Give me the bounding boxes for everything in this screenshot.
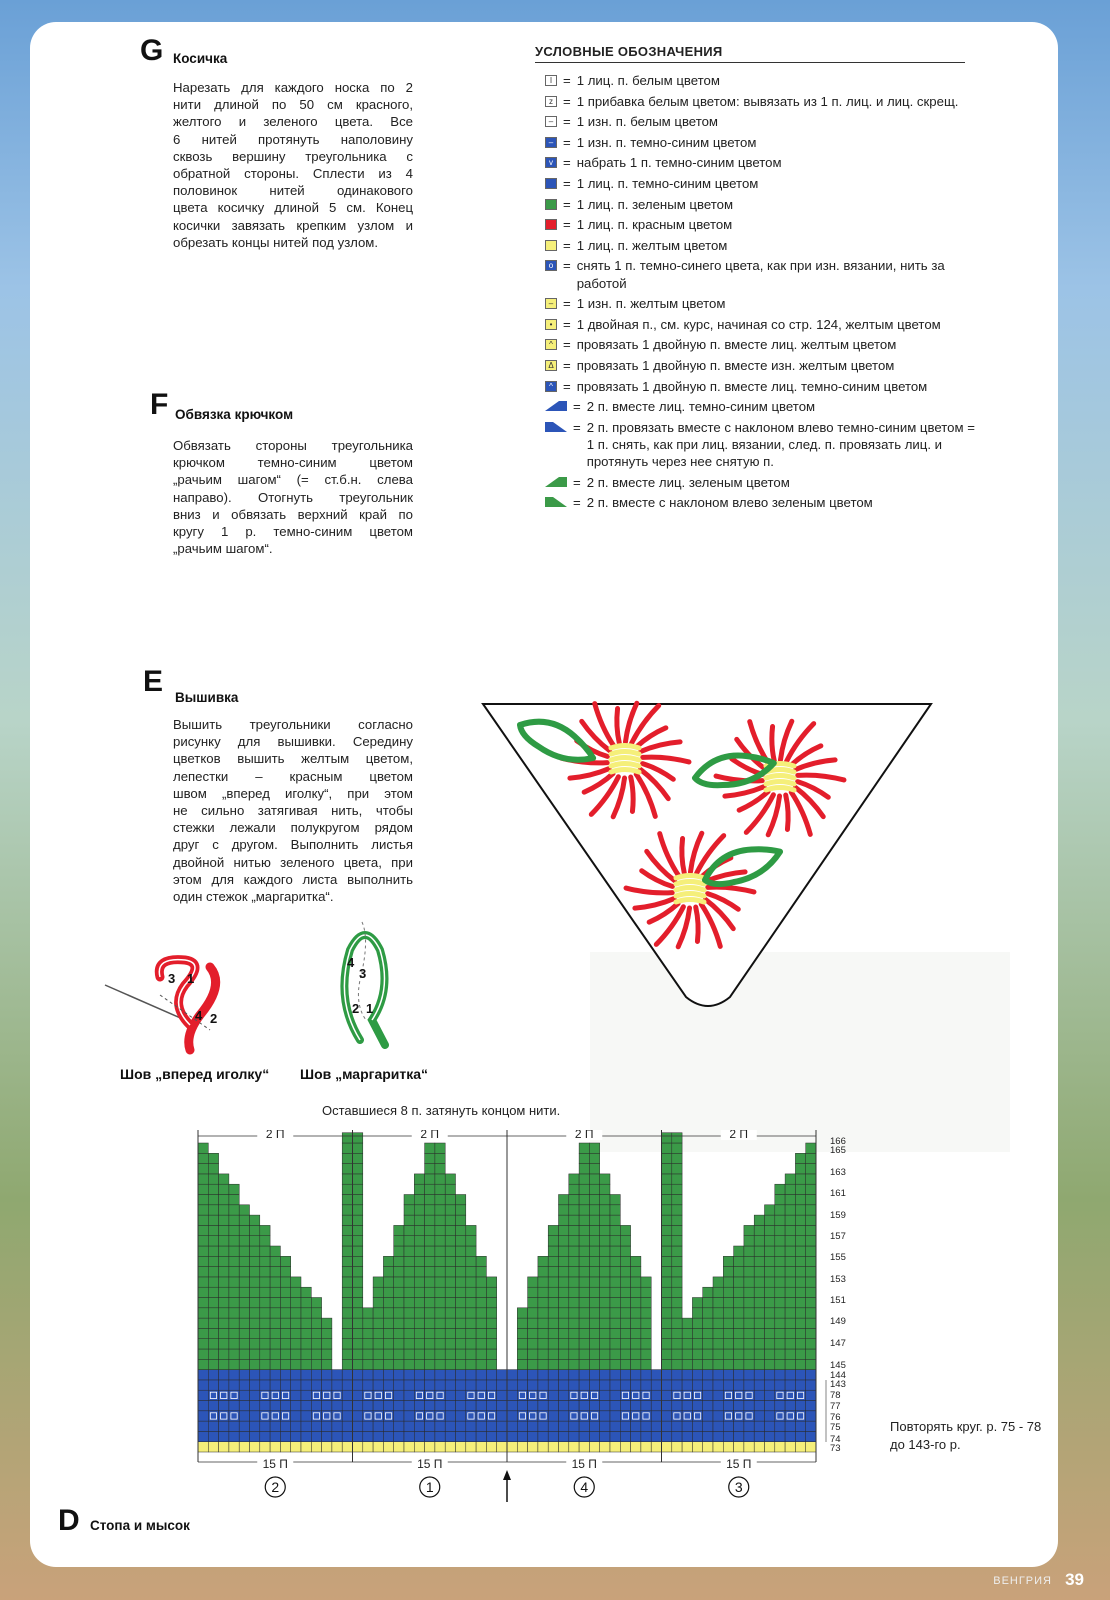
legend-text: 1 изн. п. белым цветом [576,114,718,130]
row-number: 166 [830,1136,846,1147]
legend-title: УСЛОВНЫЕ ОБОЗНАЧЕНИЯ [535,44,723,59]
row-number: 76 [830,1412,841,1423]
needle-number: 1 [425,1479,434,1495]
legend-text: 1 лиц. п. темно-синим цветом [576,175,759,191]
footer-label: ВЕНГРИЯ [993,1575,1052,1587]
running-stitch-caption: Шов „вперед иголку“ [120,1066,270,1082]
legend-item [545,474,975,491]
legend-equals: = [563,258,571,274]
text-line: лепестки – красным цветом [173,768,413,784]
knit-white-icon: l [545,75,557,86]
legend-item [545,398,975,415]
running-num-2: 2 [210,1011,218,1026]
text-line: обрезать концы нитей под узлом. [173,234,379,250]
text-line: „рачьим шагом“. [173,541,273,557]
legend-text: 1 изн. п. темно-синим цветом [576,134,757,150]
text-line: сквозь вершину треугольника с [173,148,413,164]
legend-equals: = [563,175,571,191]
legend-equals: = [563,296,571,312]
embroidery-diagram [480,700,935,1015]
k2tog-green-icon [545,477,567,487]
increase-white-icon: z [545,96,557,107]
legend-equals: = [573,399,581,415]
repeat-note [890,1418,1050,1454]
row-number: 163 [830,1167,846,1178]
knit-yellow-icon [545,240,557,251]
legend-item [545,154,975,171]
row-number: 73 [830,1443,841,1454]
section-f-text [173,437,413,557]
purl-white-icon: – [545,116,557,127]
legend-equals: = [563,357,571,373]
legend-text: 1 лиц. п. красным цветом [576,217,733,233]
row-number: 147 [830,1338,846,1349]
legend-item [545,316,975,333]
daisy-num-3: 3 [359,966,367,981]
section-d-letter: D [58,1504,80,1537]
text-line: обратной стороны. Сплести из 4 [173,166,413,182]
legend-text: 1 двойная п., см. курс, начиная со стр. 124, желтым цветом [576,316,941,332]
text-line: Нарезать для каждого носка по 2 [173,80,413,95]
legend-equals: = [573,495,581,511]
text-line: желтого и зеленого цвета. Все [173,114,413,130]
text-line: этом для каждого листа выполнить [173,871,413,887]
legend-item [545,357,975,374]
knit-navy-icon [545,178,557,189]
running-stitch-diagram [100,955,240,1055]
legend-equals: = [563,196,571,212]
row-number: 159 [830,1210,846,1221]
knit-red-icon [545,219,557,230]
legend-item [545,378,975,395]
legend-text: 1 лиц. п. желтым цветом [576,237,728,253]
legend-item [545,113,975,130]
legend-text: снять 1 п. темно-синего цвета, как при изн. вязании, нить за работой [576,258,945,291]
legend-text: провязать 1 двойную п. вместе лиц. темно-синим цветом [576,378,928,394]
text-line: вниз и обвязать верхний край по [173,506,413,522]
text-line: швом „вперед иголку“, при этом [173,785,413,801]
text-line: половинок нитей одинакового [173,183,413,199]
section-g-title: Косичка [173,51,228,66]
text-line: стежки лежали полукругом рядом [173,820,413,836]
needle-number: 2 [271,1479,280,1495]
section-e-letter: E [143,665,164,698]
text-line: друг с другом. Выполнить листья [173,837,413,853]
text-line: цвета косичку длиной 5 см. Конец [173,200,413,216]
running-num-4: 4 [195,1008,203,1023]
legend-text: 2 п. провязать вместе с наклоном влево темно-синим цветом = 1 п. снять, как при лиц. вязании, след. п. провязать лиц. и протянуть через нее снятую п. [586,419,975,470]
double-knit-yellow-icon: ^ [545,339,557,350]
legend-text: 1 лиц. п. белым цветом [576,73,720,88]
legend-equals: = [563,114,571,130]
legend-text: 1 лиц. п. зеленым цветом [576,196,734,212]
legend-item [545,295,975,312]
legend-equals: = [563,73,571,88]
top-label: 2 П [420,1130,440,1141]
legend-text: провязать 1 двойную п. вместе лиц. желтым цветом [576,337,897,353]
row-number: 157 [830,1231,846,1242]
legend-list [545,72,975,515]
page-number: 39 [1065,1570,1084,1589]
legend-text: 2 п. вместе лиц. зеленым цветом [586,474,790,490]
legend-item [545,93,975,110]
repeat-note-text: Повторять круг. р. 75 - 78 до 143-го р. [890,1419,1042,1452]
legend-item [545,237,975,254]
legend-item [545,419,975,471]
top-label: 2 П [729,1130,749,1141]
daisy-stitch-caption: Шов „маргаритка“ [300,1066,429,1082]
section-g-letter: G [140,34,164,67]
top-label: 2 П [265,1130,285,1141]
row-number: 74 [830,1434,841,1445]
daisy-stitch-diagram [330,920,410,1055]
double-purl-yellow-icon: Δ [545,360,557,371]
k2tog-navy-icon [545,401,567,411]
knit-green-icon [545,199,557,210]
text-line: „рачьим шагом“ (= ст.б.н. слева [173,472,413,488]
legend-text: набрать 1 п. темно-синим цветом [576,155,782,171]
text-line: крючком темно-синим цветом [173,455,413,471]
legend-equals: = [563,155,571,171]
section-f-letter: F [150,388,169,421]
legend-equals: = [563,337,571,353]
legend-item [545,216,975,233]
legend-equals: = [563,134,571,150]
row-number: 149 [830,1316,846,1327]
legend-equals: = [563,237,571,253]
daisy-num-2: 2 [352,1001,360,1016]
legend-item [545,257,975,291]
section-g-text [173,79,413,251]
legend-item [545,134,975,151]
legend-text: провязать 1 двойную п. вместе изн. желтым цветом [576,357,895,373]
section-f-title: Обвязка крючком [175,407,294,422]
cast-on-navy-icon: v [545,157,557,168]
text-line: не сильно затягивая нить, чтобы [173,803,413,819]
legend-equals: = [563,378,571,394]
purl-yellow-icon: – [545,298,557,309]
legend-item [545,494,975,511]
row-number: 78 [830,1390,841,1401]
row-number: 151 [830,1295,846,1306]
needle-number: 3 [734,1479,743,1495]
text-line: один стежок „маргаритка“. [173,889,334,905]
legend-equals: = [563,217,571,233]
chart-top-note: Оставшиеся 8 п. затянуть концом нити. [322,1103,561,1118]
running-num-3: 3 [168,971,176,986]
bottom-label: 15 П [262,1457,288,1471]
text-line: Вышить треугольники согласно [173,717,413,732]
legend-item [545,175,975,192]
legend-text: 1 изн. п. желтым цветом [576,296,726,312]
row-number: 77 [830,1401,841,1412]
daisy-num-1: 1 [366,1001,374,1016]
double-knit-navy-icon: ^ [545,381,557,392]
text-line: нити длиной по 50 см красного, [173,97,413,113]
text-line: 6 нитей протянуть наполовину [173,131,413,147]
slip-navy-icon: o [545,260,557,271]
text-line: направо). Отогнуть треугольник [173,489,413,505]
legend-equals: = [563,316,571,332]
legend-item [545,72,975,89]
legend-text: 2 п. вместе с наклоном влево зеленым цветом [586,495,873,511]
daisy-num-4: 4 [347,955,355,970]
bottom-label: 15 П [417,1457,443,1471]
ssk-green-icon [545,497,567,507]
text-line: двойной нитью зеленого цвета, при [173,854,413,870]
bottom-label: 15 П [726,1457,752,1471]
needle-number: 4 [580,1479,589,1495]
row-number: 145 [830,1360,846,1371]
row-number: 75 [830,1422,841,1433]
knitting-chart [190,1130,880,1540]
legend-equals: = [573,474,581,490]
legend-equals: = [563,93,571,109]
bottom-label: 15 П [571,1457,597,1471]
legend-divider [535,62,965,63]
legend-text: 2 п. вместе лиц. темно-синим цветом [586,399,816,415]
row-number: 153 [830,1274,846,1285]
section-e-title: Вышивка [175,690,239,705]
text-line: рисунку для вышивки. Середину [173,734,413,750]
ssk-navy-icon [545,422,567,432]
text-line: Обвязать стороны треугольника [173,438,413,453]
section-e-text [173,716,413,905]
top-label: 2 П [574,1130,594,1141]
text-line: косички завязать крепким узлом и [173,217,413,233]
row-number: 143 [830,1379,846,1390]
double-stitch-yellow-icon: • [545,319,557,330]
row-number: 144 [830,1370,846,1381]
section-d-title: Стопа и мысок [90,1518,190,1533]
purl-navy-icon: – [545,137,557,148]
legend-item [545,196,975,213]
row-number: 155 [830,1252,846,1263]
row-number: 165 [830,1145,846,1156]
text-line: кругу 1 р. темно-синим цветом [173,524,413,540]
running-num-1: 1 [187,971,195,986]
text-line: цветков вышить желтым цветом, [173,751,413,767]
legend-item [545,336,975,353]
legend-text: 1 прибавка белым цветом: вывязать из 1 п. лиц. и лиц. скрещ. [576,93,959,109]
row-number: 161 [830,1188,846,1199]
legend-equals: = [573,419,581,435]
